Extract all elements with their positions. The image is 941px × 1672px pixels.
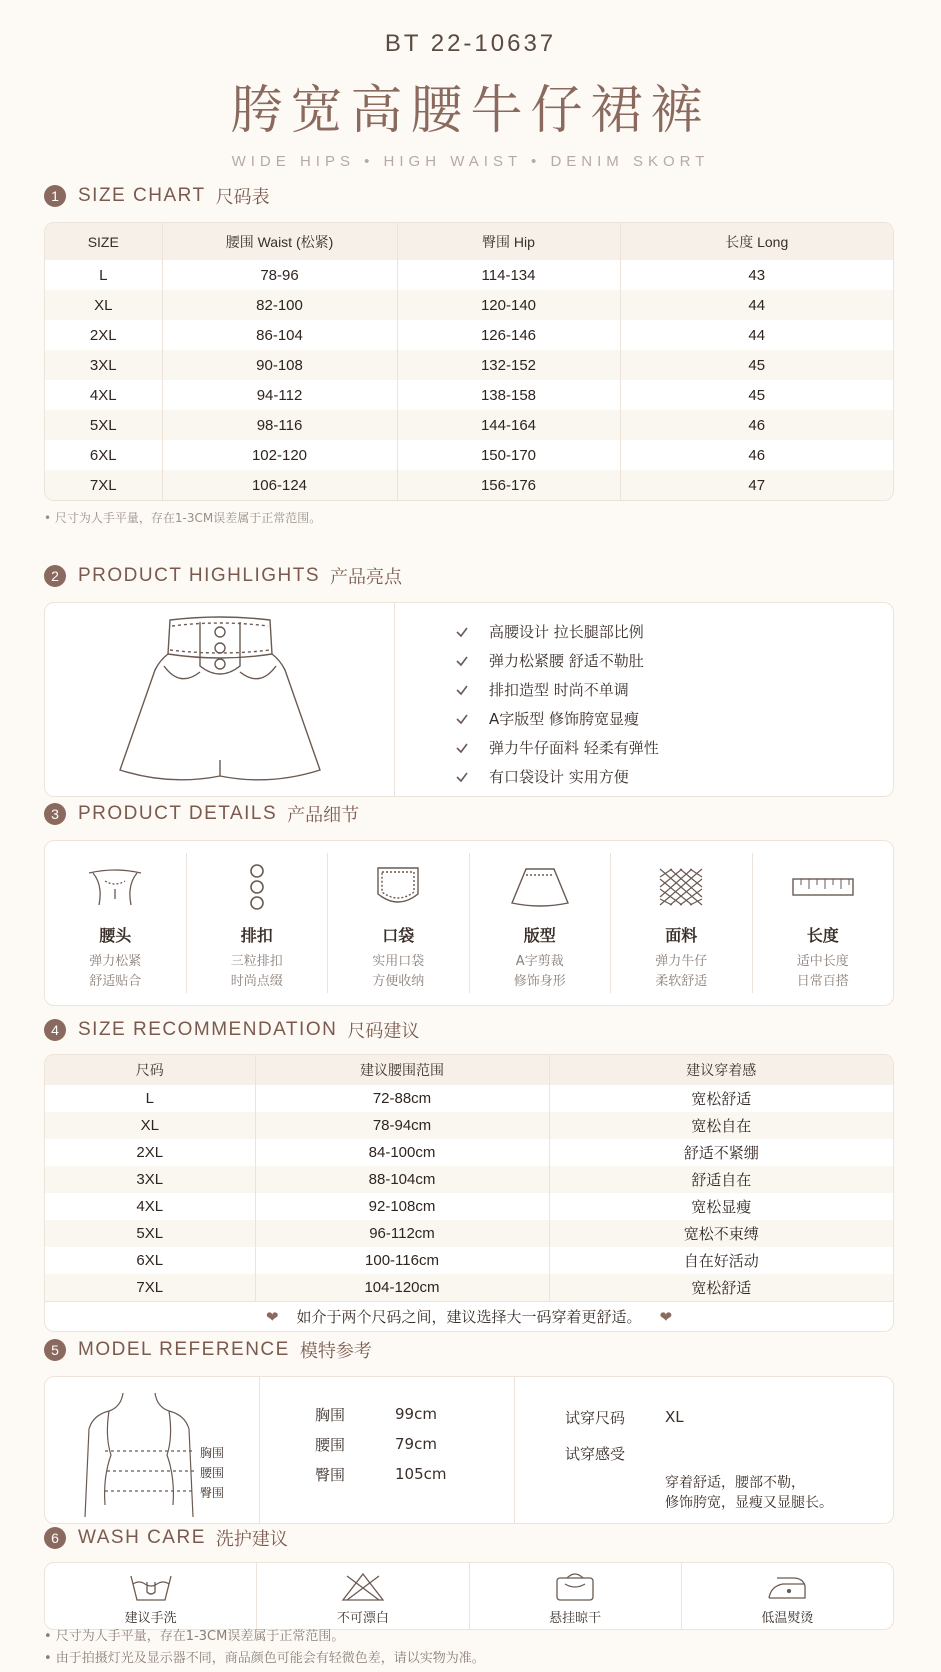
check-icon [455, 683, 469, 697]
figure-labels [200, 1443, 224, 1503]
try-size-value: XL [665, 1408, 684, 1426]
table-header-cell: 建议穿着感 [549, 1055, 893, 1085]
detail-item-waist [45, 853, 187, 993]
wash-item [45, 1563, 257, 1629]
table-row [45, 1247, 893, 1274]
figure-label: 胸围 [200, 1446, 225, 1460]
table-cell: 88-104cm [255, 1166, 549, 1193]
section-number: 3 [44, 803, 66, 825]
section-title-en: SIZE RECOMMENDATION [78, 1019, 338, 1040]
check-icon [455, 625, 469, 639]
list-item [455, 646, 659, 675]
section-number: 2 [44, 565, 66, 587]
table-cell: 106-124 [162, 470, 397, 500]
table-row [45, 290, 893, 320]
detail-item-length [753, 853, 894, 993]
table-cell: 144-164 [397, 410, 620, 440]
table-cell: 舒适不紧绷 [683, 1145, 759, 1162]
detail-name: 口袋 [382, 926, 415, 945]
table-cell: 78-94cm [255, 1112, 549, 1139]
table-cell: 120-140 [397, 290, 620, 320]
section-title-cn: 产品细节 [287, 805, 360, 826]
hang-dry-icon [551, 1572, 599, 1602]
table-cell: 82-100 [162, 290, 397, 320]
section-title-en: WASH CARE [78, 1527, 206, 1548]
list-item [455, 617, 659, 646]
table-cell: 45 [620, 350, 893, 380]
table-cell: 132-152 [397, 350, 620, 380]
detail-name: 排扣 [240, 926, 273, 945]
detail-sub [611, 952, 752, 992]
table-cell: 46 [748, 446, 766, 464]
table-cell: 46 [620, 410, 893, 440]
table-cell: 96-112cm [255, 1220, 549, 1247]
list-item [455, 675, 659, 704]
table-row [45, 1085, 893, 1112]
detail-sub-line: 三粒排扣 [230, 954, 283, 969]
table-row [45, 380, 893, 410]
wash-item [470, 1563, 682, 1629]
table-cell: 84-100cm [255, 1139, 549, 1166]
detail-sub [45, 952, 186, 992]
wash-label: 低温熨烫 [761, 1611, 814, 1626]
detail-name: 腰头 [99, 926, 132, 945]
pocket-icon [373, 864, 423, 910]
model-try-on [515, 1377, 893, 1523]
section-title-cn: 模特参考 [299, 1341, 372, 1362]
footer-note: • 由于拍摄灯光及显示器不同，商品颜色可能会有轻微色差，请以实物为准。 [44, 1651, 485, 1666]
highlights-section [44, 562, 894, 797]
page-subtitle: WIDE HIPS • HIGH WAIST • DENIM SKORT [231, 153, 710, 170]
wash-item [257, 1563, 469, 1629]
table-header-cell: SIZE [45, 223, 162, 260]
detail-sub-line: A字剪裁 [515, 954, 564, 969]
check-icon [455, 770, 469, 784]
check-icon [455, 741, 469, 755]
page-header [0, 0, 941, 170]
table-row [45, 1220, 893, 1247]
detail-sub [187, 952, 328, 992]
table-cell: 宽松舒适 [691, 1091, 752, 1108]
size-chart-table [45, 223, 893, 500]
section-title-en: PRODUCT DETAILS [78, 803, 278, 824]
table-cell: 宽松不束缚 [549, 1220, 893, 1247]
measurement-value: 79cm [395, 1435, 437, 1453]
detail-sub-line: 舒适贴合 [89, 974, 142, 989]
model-section [44, 1336, 894, 1524]
table-header-row [45, 223, 893, 260]
table-cell: 138-158 [397, 380, 620, 410]
table-cell: 自在好活动 [683, 1253, 759, 1270]
no-bleach-icon [339, 1572, 387, 1602]
measurement-row [315, 1429, 514, 1459]
table-cell: 宽松自在 [549, 1112, 893, 1139]
table-cell: 94-112 [162, 380, 397, 410]
detail-sub-line: 修饰身形 [513, 974, 566, 989]
size-chart-card [44, 222, 894, 501]
table-cell: 宽松显瘦 [691, 1199, 752, 1216]
section-title-cn: 产品亮点 [330, 567, 403, 588]
table-header-cell: 长度 Long [620, 223, 893, 260]
table-cell: 47 [620, 470, 893, 500]
table-cell: 45 [748, 386, 766, 404]
detail-name: 版型 [523, 926, 556, 945]
details-section [44, 800, 894, 1006]
recommendation-section [44, 1016, 894, 1332]
detail-sub-line: 适中长度 [796, 954, 849, 969]
section-title-en: MODEL REFERENCE [78, 1339, 290, 1360]
table-row [45, 1112, 893, 1139]
table-row [45, 1139, 893, 1166]
detail-sub-line: 柔软舒适 [655, 974, 708, 989]
section-number: 4 [44, 1019, 66, 1041]
measurement-row [315, 1399, 514, 1429]
detail-sub [328, 952, 469, 992]
detail-item-pocket [328, 853, 470, 993]
detail-sub-line: 弹力牛仔 [655, 954, 708, 969]
table-cell: 43 [748, 266, 766, 284]
hand-wash-icon [127, 1572, 175, 1602]
detail-item-fit [470, 853, 612, 993]
list-item [455, 733, 659, 762]
table-cell: 98-116 [162, 410, 397, 440]
measurement-key: 腰围 [315, 1435, 346, 1454]
section-heading [44, 1524, 894, 1552]
table-cell: L [45, 260, 162, 290]
recommendation-note [45, 1301, 893, 1331]
table-cell: 86-104 [162, 320, 397, 350]
table-cell: 150-170 [397, 440, 620, 470]
wash-item [682, 1563, 893, 1629]
section-title-cn: 尺码建议 [347, 1021, 420, 1042]
table-row [45, 320, 893, 350]
highlight-text: 排扣造型 时尚不单调 [489, 681, 629, 699]
low-iron-icon [763, 1572, 811, 1602]
table-row [45, 1274, 893, 1301]
table-cell: 78-96 [162, 260, 397, 290]
section-heading [44, 182, 894, 210]
table-cell: 6XL [45, 440, 162, 470]
wash-label: 悬挂晾干 [549, 1611, 602, 1626]
table-row [45, 470, 893, 500]
wash-care-section [44, 1524, 894, 1630]
table-cell: 104-120cm [255, 1274, 549, 1301]
table-header-cell: 臀围 Hip [397, 223, 620, 260]
table-cell: 114-134 [397, 260, 620, 290]
table-row [45, 410, 893, 440]
table-cell: 44 [620, 290, 893, 320]
list-item [455, 762, 659, 791]
table-cell: 72-88cm [255, 1085, 549, 1112]
product-code: BT 22-10637 [384, 30, 557, 57]
fabric-icon [656, 865, 706, 909]
try-feel-text [665, 1473, 893, 1513]
table-cell: 2XL [45, 320, 162, 350]
highlight-text: A字版型 修饰胯宽显瘦 [489, 710, 640, 728]
table-row [45, 350, 893, 380]
ruler-icon [791, 875, 855, 899]
section-heading [44, 1016, 894, 1044]
detail-sub-line: 时尚点缀 [230, 974, 283, 989]
section-title-en: SIZE CHART [78, 185, 206, 206]
table-cell: 90-108 [162, 350, 397, 380]
try-feel-line: 穿着舒适，腰部不勒， [665, 1475, 805, 1491]
figure-label: 腰围 [200, 1466, 225, 1480]
table-cell: 156-176 [397, 470, 620, 500]
wash-label: 建议手洗 [124, 1611, 177, 1626]
measurement-value: 105cm [395, 1465, 447, 1483]
details-card [44, 840, 894, 1006]
section-number: 1 [44, 185, 66, 207]
model-card [44, 1376, 894, 1524]
detail-item-fabric [611, 853, 753, 993]
section-heading [44, 1336, 894, 1364]
detail-sub [753, 952, 894, 992]
model-measurements [260, 1377, 515, 1523]
detail-sub-line: 弹力松紧 [89, 954, 142, 969]
table-cell: 7XL [45, 470, 162, 500]
figure-label: 臀围 [200, 1486, 225, 1500]
table-row [45, 1166, 893, 1193]
measurement-row [315, 1459, 514, 1489]
body-outline-icon [45, 1377, 260, 1524]
heart-icon: ❤ [265, 1308, 279, 1326]
detail-sub-line: 日常百搭 [796, 974, 849, 989]
highlight-text: 弹力松紧腰 舒适不勒肚 [489, 652, 644, 670]
try-feel-row [565, 1435, 893, 1471]
highlight-text: 有口袋设计 实用方便 [489, 768, 629, 786]
skort-illustration [45, 603, 395, 796]
table-cell: 5XL [45, 410, 162, 440]
page-title: 胯宽高腰牛仔裙裤 [230, 81, 711, 141]
section-title-cn: 尺码表 [215, 187, 270, 208]
table-cell: 舒适自在 [549, 1166, 893, 1193]
table-row [45, 440, 893, 470]
measurement-key: 胸围 [315, 1405, 346, 1424]
table-cell: 102-120 [162, 440, 397, 470]
detail-sub [470, 952, 611, 992]
table-cell: 5XL [45, 1220, 255, 1247]
table-cell: 92-108cm [255, 1193, 549, 1220]
list-item [455, 704, 659, 733]
section-title-en: PRODUCT HIGHLIGHTS [78, 565, 321, 586]
buttons-icon [242, 862, 272, 912]
detail-name: 长度 [806, 926, 839, 945]
footer-notes [44, 1626, 485, 1670]
table-cell: 4XL [45, 380, 162, 410]
skort-icon [100, 610, 340, 790]
try-feel-line: 修饰胯宽，显瘦又显腿长。 [665, 1495, 833, 1511]
measurement-key: 臀围 [315, 1465, 346, 1484]
table-cell: 3XL [45, 350, 162, 380]
detail-sub-line: 方便收纳 [372, 974, 425, 989]
waist-icon [85, 865, 145, 909]
table-cell: 宽松舒适 [549, 1274, 893, 1301]
footer-note: • 尺寸为人手平量，存在1-3CM误差属于正常范围。 [44, 1629, 345, 1644]
section-number: 5 [44, 1339, 66, 1361]
highlights-card [44, 602, 894, 797]
highlight-text: 高腰设计 拉长腿部比例 [489, 623, 644, 641]
recommendation-card [44, 1054, 894, 1332]
table-cell: XL [45, 290, 162, 320]
detail-sub-line: 实用口袋 [372, 954, 425, 969]
table-cell: 3XL [45, 1166, 255, 1193]
section-title-cn: 洗护建议 [215, 1529, 288, 1550]
section-heading [44, 562, 894, 590]
table-cell: XL [45, 1112, 255, 1139]
table-cell: 7XL [45, 1274, 255, 1301]
wash-label: 不可漂白 [336, 1611, 389, 1626]
recommendation-note-text: 如介于两个尺码之间，建议选择大一码穿着更舒适。 [296, 1308, 642, 1326]
wash-care-card [44, 1562, 894, 1630]
recommendation-table [45, 1055, 893, 1301]
highlight-text: 弹力牛仔面料 轻柔有弹性 [489, 739, 659, 757]
table-cell: 6XL [45, 1247, 255, 1274]
table-row [45, 260, 893, 290]
heart-icon: ❤ [659, 1308, 673, 1326]
table-cell: 44 [748, 326, 766, 344]
table-header-cell: 腰围 Waist (松紧) [162, 223, 397, 260]
size-chart-note: • 尺寸为人手平量，存在1-3CM误差属于正常范围。 [44, 511, 322, 525]
skirt-icon [508, 865, 572, 909]
table-cell: 100-116cm [255, 1247, 549, 1274]
table-cell: L [45, 1085, 255, 1112]
measurement-value: 99cm [395, 1405, 437, 1423]
highlights-list [395, 603, 659, 796]
table-cell: 126-146 [397, 320, 620, 350]
try-size-label: 试穿尺码 [565, 1408, 626, 1427]
table-cell: 2XL [45, 1139, 255, 1166]
check-icon [455, 654, 469, 668]
detail-name: 面料 [665, 926, 698, 945]
try-size-row [565, 1399, 893, 1435]
table-header-row [45, 1055, 893, 1085]
model-figure [45, 1377, 260, 1523]
table-header-cell: 建议腰围范围 [255, 1055, 549, 1085]
section-heading [44, 800, 894, 828]
section-number: 6 [44, 1527, 66, 1549]
detail-item-buttons [187, 853, 329, 993]
table-row [45, 1193, 893, 1220]
check-icon [455, 712, 469, 726]
size-chart-section [44, 182, 894, 526]
try-feel-label: 试穿感受 [565, 1444, 626, 1463]
table-header-cell: 尺码 [45, 1055, 255, 1085]
table-cell: 4XL [45, 1193, 255, 1220]
